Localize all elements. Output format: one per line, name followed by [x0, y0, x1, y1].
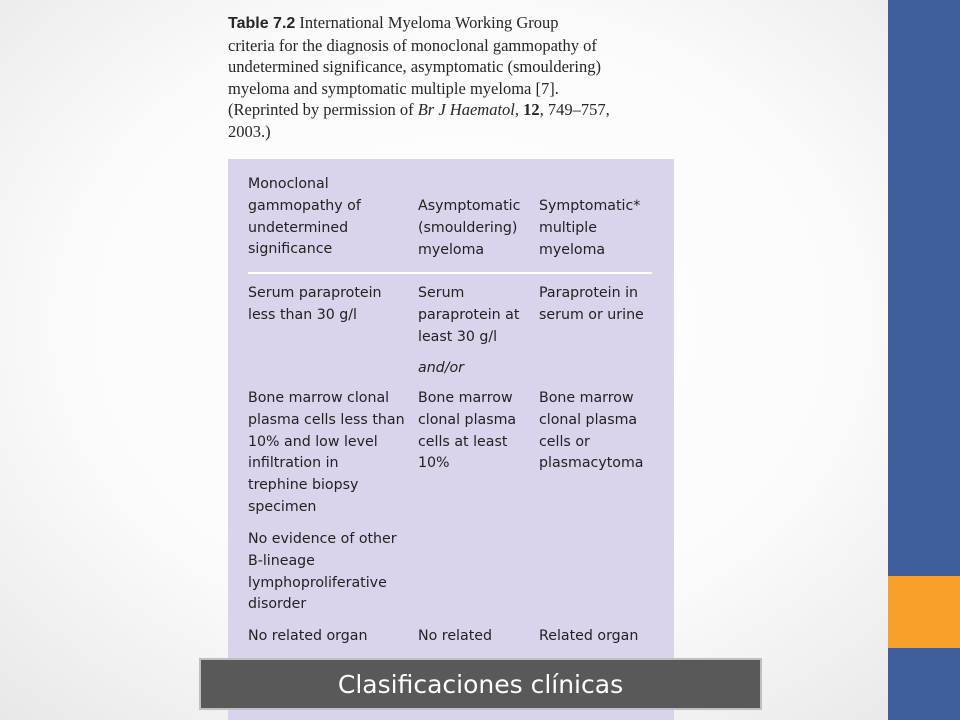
header-divider	[248, 272, 652, 274]
caption-line: myeloma and symptomatic multiple myeloma [7].	[228, 78, 559, 98]
caption-line: International Myeloma Working Group	[299, 13, 559, 32]
table-caption: Table 7.2 International Myeloma Working Group criteria for the diagnosis of monoclonal gammopathy of undetermined significance, asymptomatic (smouldering) myeloma and symptomatic multiple myeloma [7]. (Reprinted by permission of Br J Haematol, 12, 749–757, 2003.)	[228, 12, 678, 143]
header-asymptomatic: Asymptomatic (smouldering) myeloma	[418, 198, 521, 258]
caption-label: Table 7.2	[228, 15, 296, 32]
cell-symptomatic-paraprotein: Paraprotein in serum or urine	[539, 285, 644, 323]
cell-mgus-organ: No related organ	[248, 628, 368, 644]
cell-asymptomatic-marrow: Bone marrow clonal plasma cells at least 10%	[418, 390, 517, 472]
caption-volume: 12	[523, 100, 540, 120]
caption-journal: Br J Haematol	[417, 100, 515, 120]
cell-mgus-paraprotein: Serum paraprotein less than 30 g/l	[248, 285, 382, 323]
cell-symptomatic-organ: Related organ	[539, 628, 639, 644]
cell-symptomatic-marrow: Bone marrow clonal plasma cells or plasmacytoma	[539, 390, 644, 472]
slide-title-bar	[199, 658, 762, 710]
caption-line: undetermined significance, asymptomatic (smouldering)	[228, 57, 601, 77]
caption-pages: , 749–757,	[539, 100, 610, 120]
header-symptomatic: Symptomatic* multiple myeloma	[539, 198, 641, 258]
side-accent-bar-orange	[888, 576, 960, 648]
slide-title: Clasificaciones clínicas	[337, 669, 624, 699]
cell-mgus-no-evidence: No evidence of other B-lineage lymphoproliferative disorder	[248, 531, 397, 613]
header-mgus: Monoclonal gammopathy of undetermined significance	[248, 176, 361, 258]
cell-asymptomatic-organ: No related	[418, 628, 492, 644]
criteria-table	[228, 159, 674, 720]
andor-label: and/or	[418, 360, 464, 376]
caption-line: 2003.)	[228, 121, 271, 141]
cell-asymptomatic-paraprotein: Serum paraprotein at least 30 g/l	[418, 285, 520, 345]
cell-mgus-marrow: Bone marrow clonal plasma cells less than 10% and low level infiltration in trephine biopsy specimen	[248, 390, 405, 515]
caption-line: criteria for the diagnosis of monoclonal gammopathy of	[228, 35, 597, 55]
caption-line: (Reprinted by permission of	[228, 100, 418, 120]
